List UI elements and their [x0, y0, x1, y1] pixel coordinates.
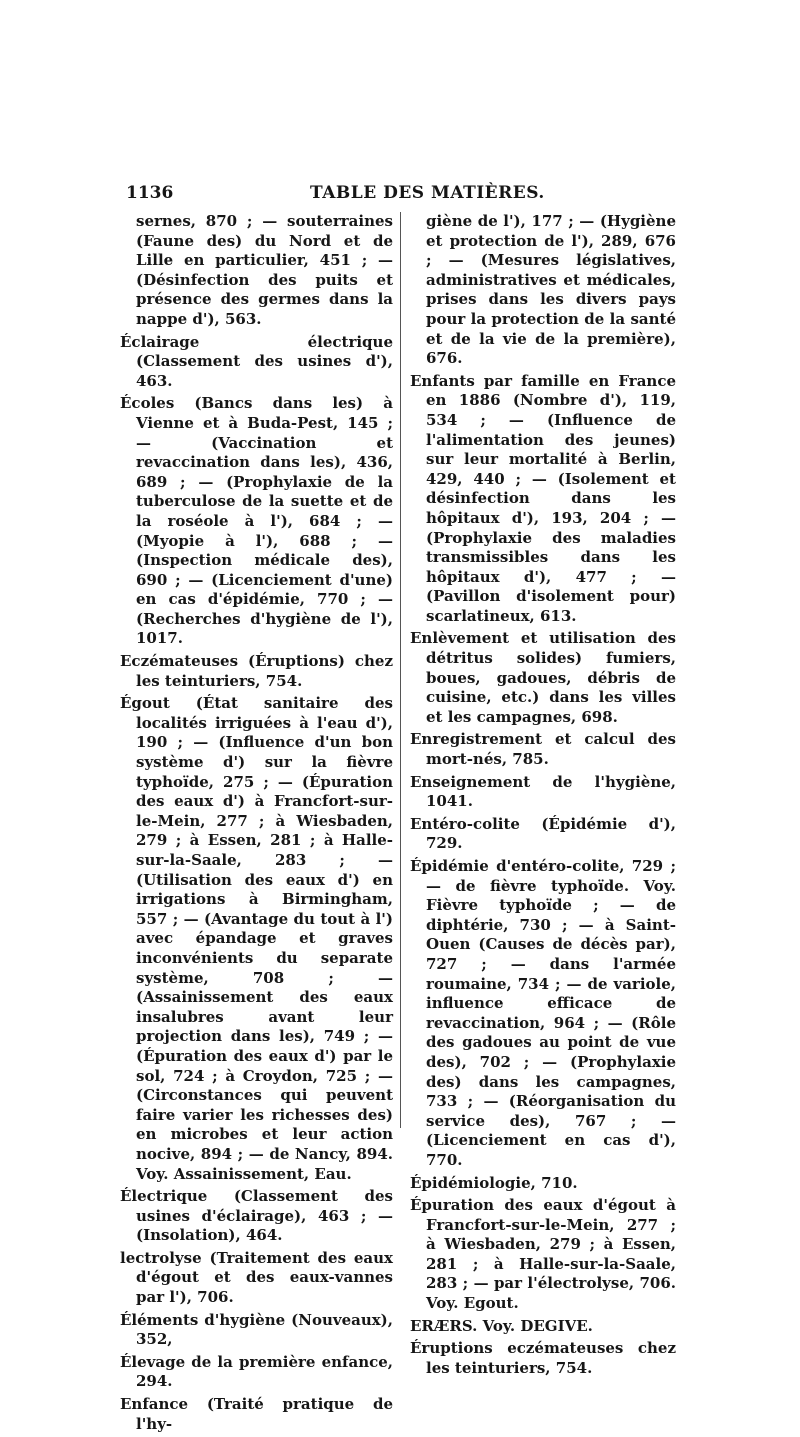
index-column-right	[410, 212, 676, 1381]
index-entry: Enfance (Traité pratique de l'hy-	[120, 1395, 393, 1433]
index-entry: giène de l'), 177 ; — (Hygiène et protection de l'), 289, 676 ; — (Mesures législatives, administratives et médicales, prises dans les divers pays pour la protection de la santé et de la vie de la première), 676.	[426, 212, 676, 368]
index-entry: Enlèvement et utilisation des détritus solides) fumiers, boues, gadoues, débris de cuisine, etc.) dans les villes et les campagnes, 698.	[410, 629, 676, 726]
page-number: 1136	[126, 183, 174, 203]
index-entry: Épidémiologie, 710.	[410, 1173, 578, 1192]
index-entry: Épidémie d'entéro-colite, 729 ; — de fièvre typhoïde. Voy. Fièvre typhoïde ; — de diphtérie, 730 ; — à Saint-Ouen (Causes de décès par), 727 ; — dans l'armée roumaine, 734 ; — de variole, influence efficace de revaccination, 964 ; — (Rôle des gadoues au point de vue des), 702 ; — (Prophylaxie des) dans les campagnes, 733 ; — (Réorganisation du service des), 767 ; — (Licenciement en cas d'), 770.	[410, 857, 676, 1169]
running-title: TABLE DES MATIÈRES.	[310, 183, 545, 203]
index-entry: Enfants par famille en France en 1886 (Nombre d'), 119, 534 ; — (Influence de l'alimentation des jeunes) sur leur mortalité à Berlin, 429, 440 ; — (Isolement et désinfection dans les hôpitaux d'), 193, 204 ; — (Prophylaxie des maladies transmissibles dans les hôpitaux d'), 477 ; — (Pavillon d'isolement pour) scarlatineux, 613.	[410, 371, 676, 625]
index-entry: lectrolyse (Traitement des eaux d'égout et des eaux-vannes par l'), 706.	[120, 1248, 393, 1307]
index-column-left	[120, 212, 393, 1437]
index-entry: Écoles (Bancs dans les) à Vienne et à Buda-Pest, 145 ; — (Vaccination et revaccination dans les), 436, 689 ; — (Prophylaxie de la tuberculose de la suette et de la roséole à l'), 684 ; — (Myopie à l'), 688 ; — (Inspection médicale des), 690 ; — (Licenciement d'une) en cas d'épidémie, 770 ; — (Recherches d'hygiène de l'), 1017.	[120, 394, 393, 648]
index-entry: Égout (État sanitaire des localités irriguées à l'eau d'), 190 ; — (Influence d'un bon système d') sur la fièvre typhoïde, 275 ; — (Épuration des eaux d') à Francfort-sur-le-Mein, 277 ; à Wiesbaden, 279 ; à Essen, 281 ; à Halle-sur-la-Saale, 283 ; — (Utilisation des eaux d') en irrigations à Birmingham, 557 ; — (Avantage du tout à l') avec épandage et graves inconvénients du separate système, 708 ; — (Assainissement des eaux insalubres avant leur projection dans les), 749 ; — (Épuration des eaux d') par le sol, 724 ; à Croydon, 725 ; — (Circonstances qui peuvent faire varier les richesses des) en microbes et leur action nocive, 894 ; — de Nancy, 894. Voy. Assainissement, Eau.	[120, 694, 393, 1183]
index-entry: Éruptions eczémateuses chez les teinturiers, 754.	[410, 1339, 676, 1377]
index-entry: sernes, 870 ; — souterraines (Faune des) du Nord et de Lille en particulier, 451 ; — (Désinfection des puits et présence des germes dans la nappe d'), 563.	[136, 212, 393, 328]
index-entry: Eczémateuses (Éruptions) chez les teinturiers, 754.	[120, 652, 393, 690]
index-entry: Éclairage électrique (Classement des usines d'), 463.	[120, 332, 393, 390]
index-entry: Enseignement de l'hygiène, 1041.	[410, 772, 676, 811]
index-entry: Élevage de la première enfance, 294.	[120, 1352, 393, 1391]
index-entry: Enregistrement et calcul des mort-nés, 785.	[410, 730, 676, 769]
index-entry: Épuration des eaux d'égout à Francfort-sur-le-Mein, 277 ; à Wiesbaden, 279 ; à Essen, 281 ; à Halle-sur-la-Saale, 283 ; — par l'électrolyse, 706. Voy. Egout.	[410, 1196, 676, 1313]
index-entry: Entéro-colite (Épidémie d'), 729.	[410, 814, 676, 853]
index-entry: Éléments d'hygiène (Nouveaux), 352,	[120, 1310, 393, 1349]
index-entry: Électrique (Classement des usines d'éclairage), 463 ; — (Insolation), 464.	[120, 1187, 393, 1245]
index-entry: ERÆRS. Voy. DEGIVE.	[410, 1316, 593, 1335]
column-divider	[400, 212, 401, 1128]
running-header	[126, 183, 656, 207]
